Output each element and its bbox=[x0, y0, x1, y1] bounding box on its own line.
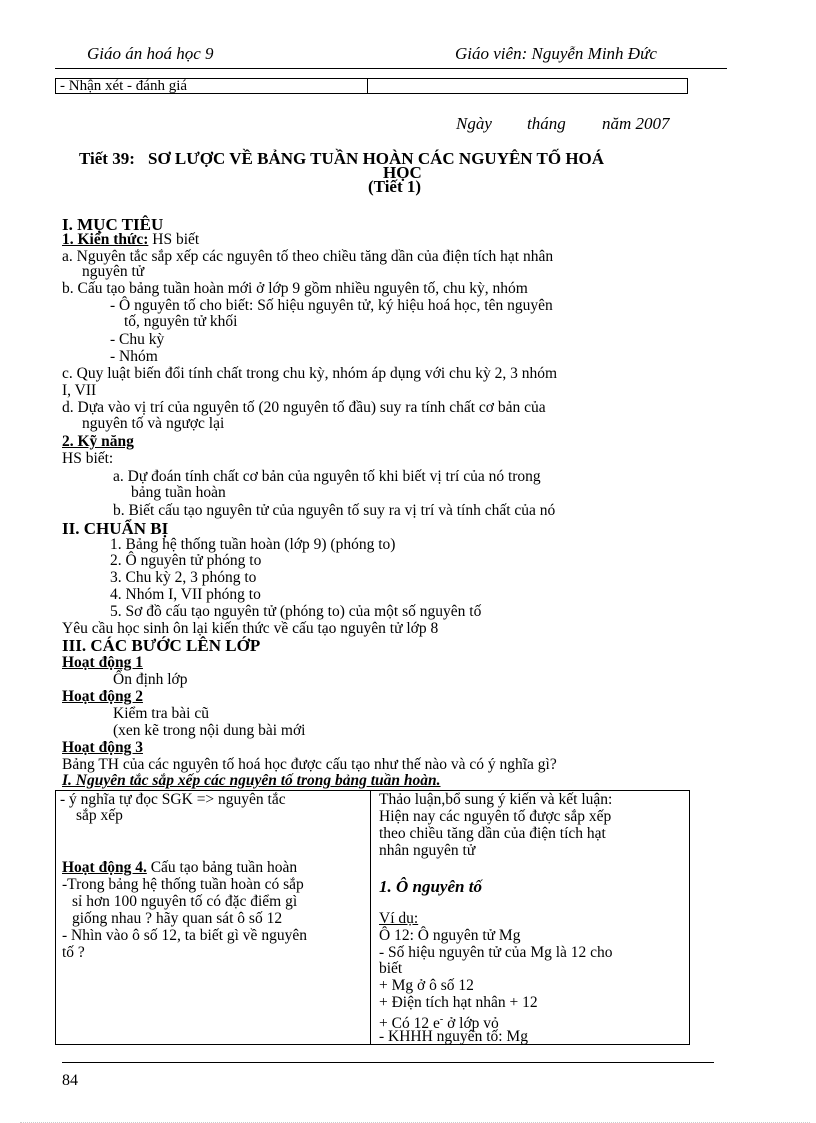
header-rule bbox=[55, 68, 727, 69]
objective-b-sub1a: - Ô nguyên tố cho biết: Số hiệu nguyên tử, ký hiệu hoá học, tên nguyên bbox=[110, 297, 553, 314]
date-day: Ngày bbox=[456, 114, 492, 133]
objective-b-sub3: - Nhóm bbox=[110, 348, 158, 365]
page-number: 84 bbox=[62, 1072, 78, 1089]
left-line-5: giống nhau ? hãy quan sát ô số 12 bbox=[72, 910, 283, 927]
evaluation-table bbox=[55, 78, 688, 94]
empty-cell bbox=[368, 79, 688, 94]
right-line-11: - KHHH nguyên tố: Mg bbox=[379, 1028, 528, 1045]
left-line-3: -Trong bảng hệ thống tuần hoàn có sắp bbox=[62, 876, 304, 893]
prep-item-4: 4. Nhóm I, VII phóng to bbox=[110, 586, 261, 603]
skill-b: b. Biết cấu tạo nguyên tử của nguyên tố suy ra vị trí và tính chất của nó bbox=[113, 502, 556, 519]
electron-charge: - bbox=[439, 1014, 444, 1025]
activity1-text: Ổn định lớp bbox=[113, 671, 188, 688]
right-line-8: + Mg ở ô số 12 bbox=[379, 977, 474, 994]
left-line-7: tố ? bbox=[62, 944, 85, 961]
lesson-title-line2: HỌC bbox=[383, 163, 422, 182]
objective-a2: nguyên tử bbox=[82, 263, 145, 280]
header-subject: Giáo án hoá học 9 bbox=[87, 44, 214, 63]
example-label: Ví dụ: bbox=[379, 910, 419, 927]
subsection-heading: I. Nguyên tắc sắp xếp các nguyên tố trong bảng tuần hoàn. bbox=[62, 772, 441, 789]
right-line-2: Hiện nay các nguyên tố được sắp xếp bbox=[379, 808, 612, 825]
left-line-6: - Nhìn vào ô số 12, ta biết gì về nguyên bbox=[62, 927, 307, 944]
lesson-title-line1: SƠ LƯỢC VỀ BẢNG TUẦN HOÀN CÁC NGUYÊN TỐ HOÁ bbox=[148, 149, 605, 168]
electron-text: + Có 12 e bbox=[379, 1015, 440, 1033]
left-line-2: sắp xếp bbox=[76, 807, 123, 824]
left-line-1: - ý nghĩa tự đọc SGK => nguyên tắc bbox=[60, 791, 286, 808]
activity2-heading: Hoạt động 2 bbox=[62, 688, 143, 705]
section1-heading: I. MỤC TIÊU bbox=[62, 215, 164, 234]
activity4-line bbox=[62, 860, 297, 876]
objective-d2: nguyên tố và ngược lại bbox=[82, 415, 225, 432]
prep-item-2: 2. Ô nguyên tử phóng to bbox=[110, 552, 262, 569]
prep-item-3: 3. Chu kỳ 2, 3 phóng to bbox=[110, 569, 257, 586]
prep-item-1: 1. Bảng hệ thống tuần hoàn (lớp 9) (phóng to) bbox=[110, 536, 396, 553]
right-line-4: nhân nguyên tử bbox=[379, 842, 476, 859]
element-cell-heading: 1. Ô nguyên tố bbox=[379, 877, 482, 896]
right-line-9: + Điện tích hạt nhân + 12 bbox=[379, 994, 538, 1011]
activity3-heading: Hoạt động 3 bbox=[62, 739, 143, 756]
prep-requirement: Yêu cầu học sinh ôn lại kiến thức về cấu tạo nguyên tử lớp 8 bbox=[62, 620, 439, 637]
skill-heading: 2. Kỹ năng bbox=[62, 433, 134, 450]
prep-item-5: 5. Sơ đồ cấu tạo nguyên tử (phóng to) của một số nguyên tố bbox=[110, 603, 482, 620]
activity4-heading: Hoạt động 4. bbox=[62, 859, 147, 876]
objective-a1: a. Nguyên tắc sắp xếp các nguyên tố theo chiều tăng dần của điện tích hạt nhân bbox=[62, 248, 554, 265]
evaluation-cell: - Nhận xét - đánh giá bbox=[56, 79, 368, 94]
objective-c2: I, VII bbox=[62, 382, 97, 399]
skill-a1: a. Dự đoán tính chất cơ bản của nguyên tố khi biết vị trí của nó trong bbox=[113, 468, 541, 485]
activity4-text: Cấu tạo bảng tuần hoàn bbox=[146, 859, 298, 876]
activity3-text: Bảng TH của các nguyên tố hoá học được cấu tạo như thế nào và có ý nghĩa gì? bbox=[62, 756, 557, 773]
objective-c1: c. Quy luật biến đổi tính chất trong chu kỳ, nhóm áp dụng với chu kỳ 2, 3 nhóm bbox=[62, 365, 558, 382]
date-month: tháng bbox=[527, 114, 566, 133]
electron-text-end: ở lớp vỏ bbox=[443, 1015, 499, 1033]
lesson-title-line3: (Tiết 1) bbox=[368, 177, 422, 196]
column-divider bbox=[370, 791, 371, 1044]
objective-b-sub1b: tố, nguyên tử khối bbox=[124, 313, 238, 330]
right-line-3: theo chiều tăng dần của điện tích hạt bbox=[379, 825, 606, 842]
skill-intro: HS biết: bbox=[62, 450, 114, 467]
header-teacher: Giáo viên: Nguyễn Minh Đức bbox=[455, 44, 657, 63]
right-line-1: Thảo luận,bổ sung ý kiến và kết luận: bbox=[379, 791, 613, 808]
lesson-number: Tiết 39: bbox=[79, 149, 135, 168]
date-year: năm 2007 bbox=[602, 114, 670, 133]
activity2-text2: (xen kẽ trong nội dung bài mới bbox=[113, 722, 306, 739]
knowledge-suffix: HS biết bbox=[148, 231, 200, 248]
knowledge-line bbox=[62, 232, 199, 248]
objective-b1: b. Cấu tạo bảng tuần hoàn mới ở lớp 9 gồm nhiều nguyên tố, chu kỳ, nhóm bbox=[62, 280, 528, 297]
footer-rule bbox=[62, 1062, 714, 1063]
right-line-7: biết bbox=[379, 960, 403, 977]
activity2-text1: Kiểm tra bài cũ bbox=[113, 705, 209, 722]
activity1-heading: Hoạt động 1 bbox=[62, 654, 143, 671]
right-line-5: Ô 12: Ô nguyên tử Mg bbox=[379, 927, 521, 944]
skill-a2: bảng tuần hoàn bbox=[131, 484, 226, 501]
objective-d1: d. Dựa vào vị trí của nguyên tố (20 nguyên tố đầu) suy ra tính chất cơ bản của bbox=[62, 399, 546, 416]
right-line-6: - Số hiệu nguyên tử của Mg là 12 cho bbox=[379, 944, 613, 961]
left-line-4: sỉ hơn 100 nguyên tố có đặc điểm gì bbox=[72, 893, 298, 910]
knowledge-heading: 1. Kiến thức: bbox=[62, 231, 149, 248]
section3-heading: III. CÁC BƯỚC LÊN LỚP bbox=[62, 636, 261, 655]
objective-b-sub2: - Chu kỳ bbox=[110, 331, 165, 348]
section2-heading: II. CHUẨN BỊ bbox=[62, 519, 169, 538]
